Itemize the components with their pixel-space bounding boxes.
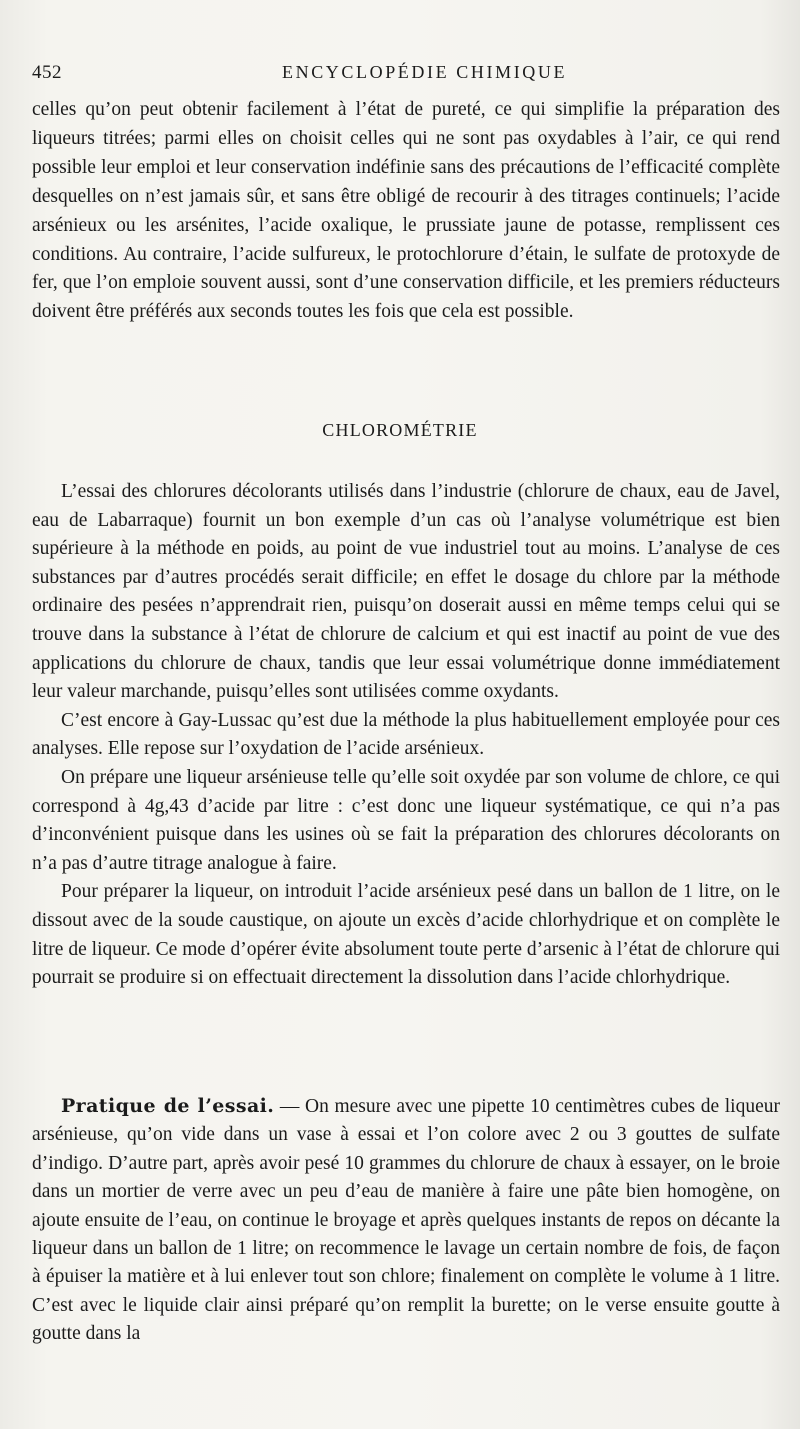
section-body — [32, 478, 780, 993]
intro-text — [32, 96, 780, 327]
practice-paragraph — [32, 1092, 780, 1349]
practice-section — [32, 1092, 780, 1349]
section-title: CHLOROMÉTRIE — [322, 420, 478, 440]
paragraph: L’essai des chlorures décolorants utilisés dans l’industrie (chlorure de chaux, eau de Javel, eau de Labarraque) fournit un bon exemple d’un cas où l’analyse volumétrique est bien supérieure à la méthode en poids, au point de vue industriel tout au moins. L’analyse de ces substances par d’autres procédés serait difficile; en effet le dosage du chlore par la méthode ordinaire des pesées n’apprendrait rien, puisqu’on doserait aussi en même temps celui qui se trouve dans la substance à l’état de chlorure de calcium et qui est inactif au point de vue des applications du chlorure de chaux, tandis que leur essai volumétrique donne immédiatement leur valeur marchande, puisqu’elles sont utilisées comme oxydants. — [32, 481, 780, 703]
running-title: ENCYCLOPÉDIE CHIMIQUE — [282, 62, 568, 82]
intro-paragraph: celles qu’on peut obtenir facilement à l’état de pureté, ce qui simplifie la préparation des liqueurs titrées; parmi elles on choisit celles qui ne sont pas oxydables à l’air, ce qui rend possible leur emploi et leur conservation indéfinie sans des précautions de l’efficacité complète desquelles on n’est jamais sûr, et sans être obligé de recourir à des titrages continuels; l’acide arsénieux ou les arsénites, l’acide oxalique, le prussiate jaune de potasse, remplissent ces conditions. Au contraire, l’acide sulfureux, le protochlorure d’étain, le sulfate de protoxyde de fer, que l’on emploie souvent aussi, sont d’une conservation difficile, et les premiers réducteurs doivent être préférés aux seconds toutes les fois que cela est possible. — [32, 99, 780, 323]
page-number: 452 — [32, 62, 62, 83]
run-in-heading: Pratique de l’essai. — [61, 1095, 275, 1117]
paragraph: C’est encore à Gay-Lussac qu’est due la méthode la plus habituellement employée pour ces analyses. Elle repose sur l’oxydation de l’acide arsénieux. — [32, 709, 780, 760]
paragraph: On prépare une liqueur arsénieuse telle qu’elle soit oxydée par son volume de chlore, ce qui correspond à 4g,43 d’acide par litre : c’est donc une liqueur systématique, ce qui n’a pas d’inconvénient puisque dans les usines où se fait la préparation des chlorures décolorants on n’a pas d’autre titrage analogue à faire. — [32, 766, 780, 874]
paragraph: Pour préparer la liqueur, on introduit l’acide arsénieux pesé dans un ballon de 1 litre, on le dissout avec de la soude caustique, on ajoute un excès d’acide chlorhydrique et on complète le litre de liqueur. Ce mode d’opérer évite absolument toute perte d’arsenic à l’état de chlorure qui pourrait se produire si on effectuait directement la dissolution dans l’acide chlorhydrique. — [32, 881, 780, 989]
practice-text: — On mesure avec une pipette 10 centimètres cubes de liqueur arsénieuse, qu’on vide dans un vase à essai et l’on colore avec 2 ou 3 gouttes de sulfate d’indigo. D’autre part, après avoir pesé 10 grammes du chlorure de chaux à essayer, on le broie dans un mortier de verre avec un peu d’eau de manière à faire une pâte bien homogène, on ajoute ensuite de l’eau, on continue le broyage et après quelques instants de repos on décante la liqueur dans un ballon de 1 litre; on recommence le lavage un certain nombre de fois, de façon à épuiser la matière et à lui enlever tout son chlore; finalement on complète le volume à 1 litre. C’est avec le liquide clair ainsi préparé qu’on remplit la burette; on le verse ensuite goutte à goutte dans la — [32, 1096, 780, 1345]
page-header — [32, 62, 780, 86]
